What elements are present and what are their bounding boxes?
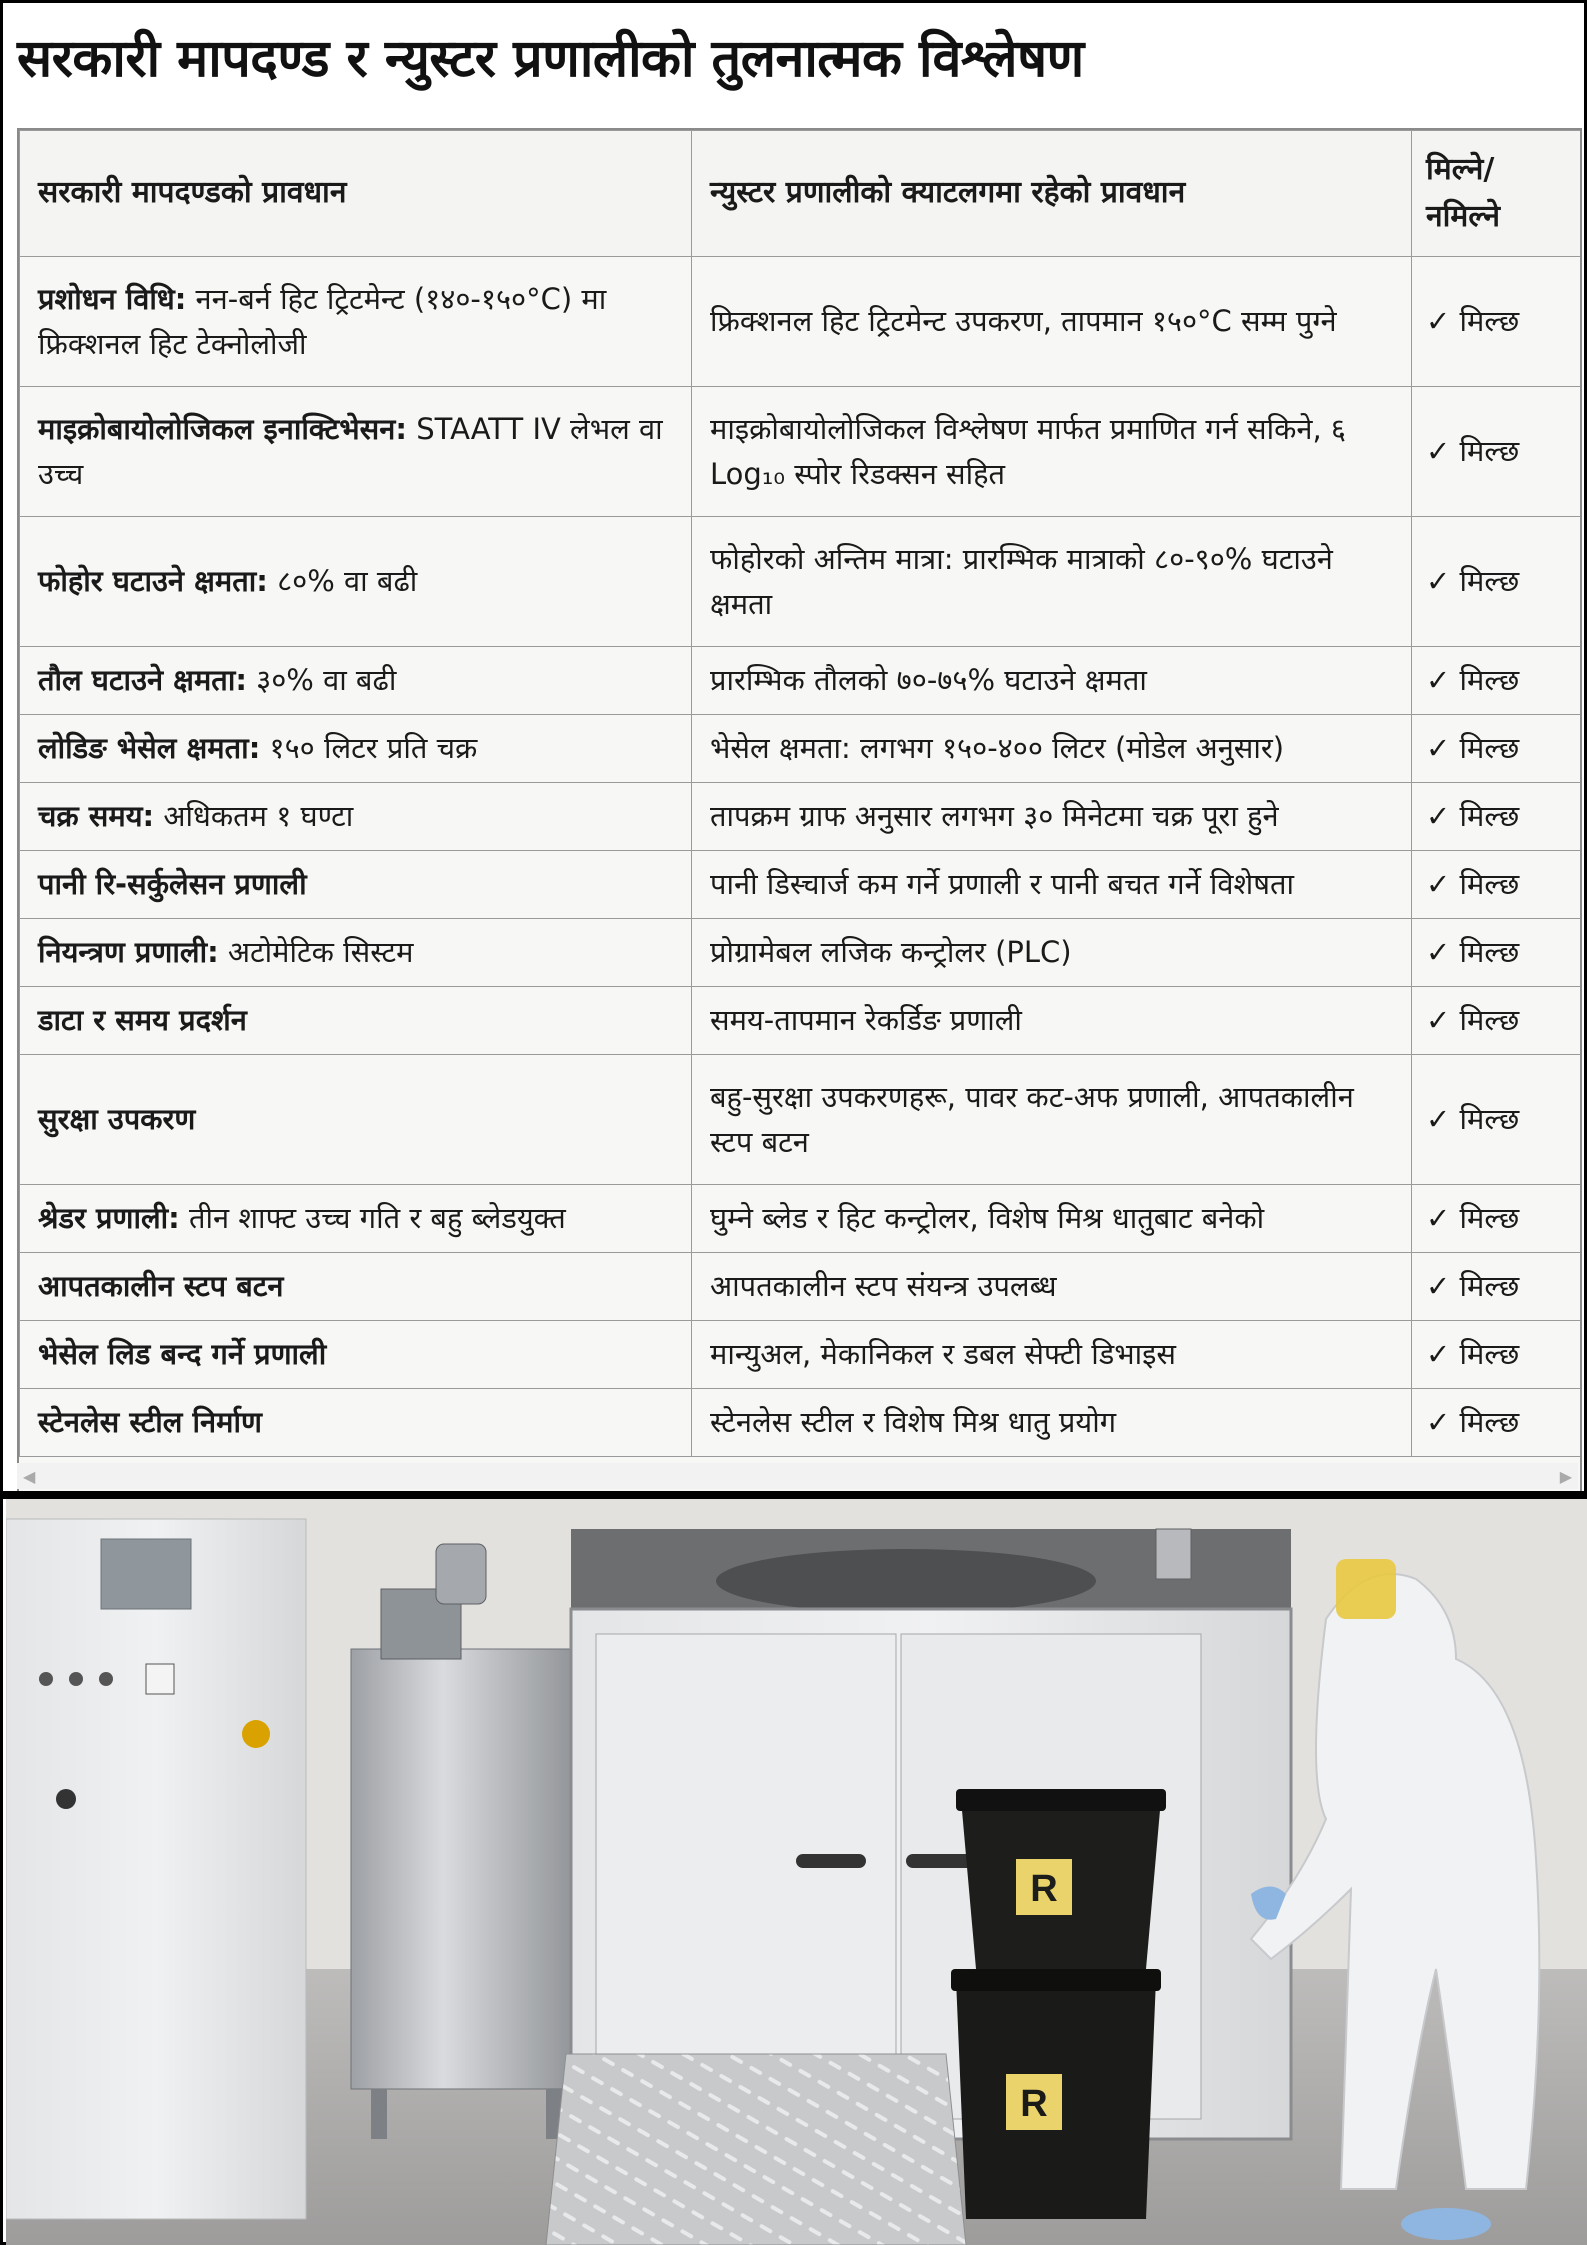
govt-provision-detail: अधिकतम १ घण्टा	[154, 799, 354, 834]
emergency-stop-icon	[242, 1720, 270, 1748]
scroll-left-icon[interactable]: ◀	[23, 1467, 36, 1486]
govt-provision-label: चक्र समय:	[38, 799, 155, 834]
newster-provision-cell: प्रारम्भिक तौलको ७०-७५% घटाउने क्षमता	[692, 647, 1412, 715]
match-status-cell: ✓ मिल्छ	[1412, 517, 1581, 647]
govt-provision-detail: तीन शाफ्ट उच्च गति र बहु ब्लेडयुक्त	[179, 1201, 566, 1236]
newster-provision-cell: समय-तापमान रेकर्डिङ प्रणाली	[692, 987, 1412, 1055]
table-row	[20, 1389, 1581, 1457]
table-body	[20, 257, 1581, 1457]
govt-provision-detail: ८०% वा बढी	[267, 564, 418, 599]
table-row	[20, 1185, 1581, 1253]
govt-provision-cell	[20, 1185, 692, 1253]
table-row	[20, 987, 1581, 1055]
newster-provision-cell: फोहोरको अन्तिम मात्रा: प्रारम्भिक मात्राको ८०-९०% घटाउने क्षमता	[692, 517, 1412, 647]
page-title: सरकारी मापदण्ड र न्युस्टर प्रणालीको तुलनात्मक विश्लेषण	[17, 29, 1084, 89]
govt-provision-cell	[20, 1389, 692, 1457]
match-status-cell: ✓ मिल्छ	[1412, 783, 1581, 851]
govt-provision-detail: १५० लिटर प्रति चक्र	[260, 731, 478, 766]
match-status-cell: ✓ मिल्छ	[1412, 1185, 1581, 1253]
govt-provision-label: सुरक्षा उपकरण	[38, 1102, 196, 1137]
govt-provision-cell	[20, 783, 692, 851]
door-handle-icon	[796, 1854, 866, 1868]
table-row	[20, 851, 1581, 919]
newster-provision-cell: बहु-सुरक्षा उपकरणहरू, पावर कट-अफ प्रणाली, आपतकालीन स्टप बटन	[692, 1055, 1412, 1185]
govt-provision-cell	[20, 1253, 692, 1321]
govt-provision-cell	[20, 851, 692, 919]
govt-provision-cell	[20, 1321, 692, 1389]
newster-provision-cell: फ्रिक्शनल हिट ट्रिटमेन्ट उपकरण, तापमान १५०°C सम्म पुग्ने	[692, 257, 1412, 387]
govt-provision-detail: नन-बर्न हिट ट्रिटमेन्ट (१४०-१५०°C) मा फ्रिक्शनल हिट टेक्नोलोजी	[38, 281, 607, 361]
newster-provision-cell: स्टेनलेस स्टील र विशेष मिश्र धातु प्रयोग	[692, 1389, 1412, 1457]
govt-provision-cell	[20, 257, 692, 387]
match-status-cell: ✓ मिल्छ	[1412, 1321, 1581, 1389]
bin-label-bottom-text: R	[1020, 2083, 1048, 2125]
match-status-cell: ✓ मिल्छ	[1412, 257, 1581, 387]
newster-provision-cell: माइक्रोबायोलोजिकल विश्लेषण मार्फत प्रमाणित गर्न सकिने, ६ Log₁₀ स्पोर रिडक्सन सहित	[692, 387, 1412, 517]
govt-provision-label: डाटा र समय प्रदर्शन	[38, 1003, 247, 1038]
match-status-cell: ✓ मिल्छ	[1412, 919, 1581, 987]
newster-provision-cell: आपतकालीन स्टप संयन्त्र उपलब्ध	[692, 1253, 1412, 1321]
bin-label-top-text: R	[1030, 1868, 1058, 1910]
govt-provision-cell	[20, 919, 692, 987]
header-govt-provision: सरकारी मापदण्डको प्रावधान	[20, 131, 692, 257]
govt-provision-detail: ३०% वा बढी	[246, 663, 397, 698]
match-status-cell: ✓ मिल्छ	[1412, 387, 1581, 517]
govt-provision-cell	[20, 1055, 692, 1185]
govt-provision-cell	[20, 987, 692, 1055]
newster-provision-cell: घुम्ने ब्लेड र हिट कन्ट्रोलर, विशेष मिश्र धातुबाट बनेको	[692, 1185, 1412, 1253]
newster-machine-photo	[6, 1499, 1587, 2245]
govt-provision-label: फोहोर घटाउने क्षमता:	[38, 564, 268, 599]
match-status-cell: ✓ मिल्छ	[1412, 1253, 1581, 1321]
section-divider	[3, 1491, 1587, 1499]
waste-bin-bottom	[951, 1969, 1161, 2219]
control-cabinet	[6, 1519, 306, 2219]
newster-provision-cell: मान्युअल, मेकानिकल र डबल सेफ्टी डिभाइस	[692, 1321, 1412, 1389]
waste-bin-top	[956, 1789, 1166, 1969]
govt-provision-label: श्रेडर प्रणाली:	[38, 1201, 180, 1236]
newster-provision-cell: प्रोग्रामेबल लजिक कन्ट्रोलर (PLC)	[692, 919, 1412, 987]
horizontal-scrollbar[interactable]	[17, 1463, 1578, 1489]
govt-provision-label: प्रशोधन विधि:	[38, 281, 187, 316]
table-row	[20, 257, 1581, 387]
tread-step	[546, 2054, 966, 2245]
table-row	[20, 647, 1581, 715]
header-newster-provision: न्युस्टर प्रणालीको क्याटलगमा रहेको प्रावधान	[692, 131, 1412, 257]
header-match-status: मिल्ने/नमिल्ने	[1412, 131, 1581, 257]
govt-provision-label: लोडिङ भेसेल क्षमता:	[38, 731, 261, 766]
govt-provision-label: आपतकालीन स्टप बटन	[38, 1269, 284, 1304]
match-status-cell: ✓ मिल्छ	[1412, 1389, 1581, 1457]
sterilizer-door-left	[596, 1634, 896, 2119]
table-row	[20, 919, 1581, 987]
govt-provision-label: तौल घटाउने क्षमता:	[38, 663, 247, 698]
govt-provision-cell	[20, 387, 692, 517]
govt-provision-detail: अटोमेटिक सिस्टम	[218, 935, 414, 970]
machine-illustration	[6, 1499, 1587, 2245]
match-status-cell: ✓ मिल्छ	[1412, 851, 1581, 919]
match-status-cell: ✓ मिल्छ	[1412, 1055, 1581, 1185]
govt-provision-cell	[20, 715, 692, 783]
govt-provision-label: स्टेनलेस स्टील निर्माण	[38, 1405, 262, 1440]
table-row	[20, 715, 1581, 783]
table-row	[20, 517, 1581, 647]
govt-provision-label: माइक्रोबायोलोजिकल इनाक्टिभेसन:	[38, 411, 407, 446]
govt-provision-label: पानी रि-सर्कुलेसन प्रणाली	[38, 867, 307, 902]
match-status-cell: ✓ मिल्छ	[1412, 715, 1581, 783]
govt-provision-detail: STAATT IV लेभल वा उच्च	[38, 411, 663, 491]
table-row	[20, 1321, 1581, 1389]
table-row	[20, 387, 1581, 517]
newster-provision-cell: पानी डिस्चार्ज कम गर्ने प्रणाली र पानी बचत गर्ने विशेषता	[692, 851, 1412, 919]
table-header-row	[20, 131, 1581, 257]
control-screen	[101, 1539, 191, 1609]
govt-provision-label: भेसेल लिड बन्द गर्ने प्रणाली	[38, 1337, 327, 1372]
table-row	[20, 783, 1581, 851]
newster-provision-cell: भेसेल क्षमता: लगभग १५०-४०० लिटर (मोडेल अनुसार)	[692, 715, 1412, 783]
table-row	[20, 1055, 1581, 1185]
comparison-table	[19, 130, 1581, 1457]
match-status-cell: ✓ मिल्छ	[1412, 647, 1581, 715]
newster-provision-cell: तापक्रम ग्राफ अनुसार लगभग ३० मिनेटमा चक्र पूरा हुने	[692, 783, 1412, 851]
govt-provision-cell	[20, 517, 692, 647]
scroll-right-icon[interactable]: ▶	[1559, 1467, 1572, 1486]
shredder-cabinet	[351, 1649, 581, 2089]
match-status-cell: ✓ मिल्छ	[1412, 987, 1581, 1055]
govt-provision-cell	[20, 647, 692, 715]
table-row	[20, 1253, 1581, 1321]
comparison-table-container[interactable]	[17, 128, 1582, 1494]
govt-provision-label: नियन्त्रण प्रणाली:	[38, 935, 219, 970]
